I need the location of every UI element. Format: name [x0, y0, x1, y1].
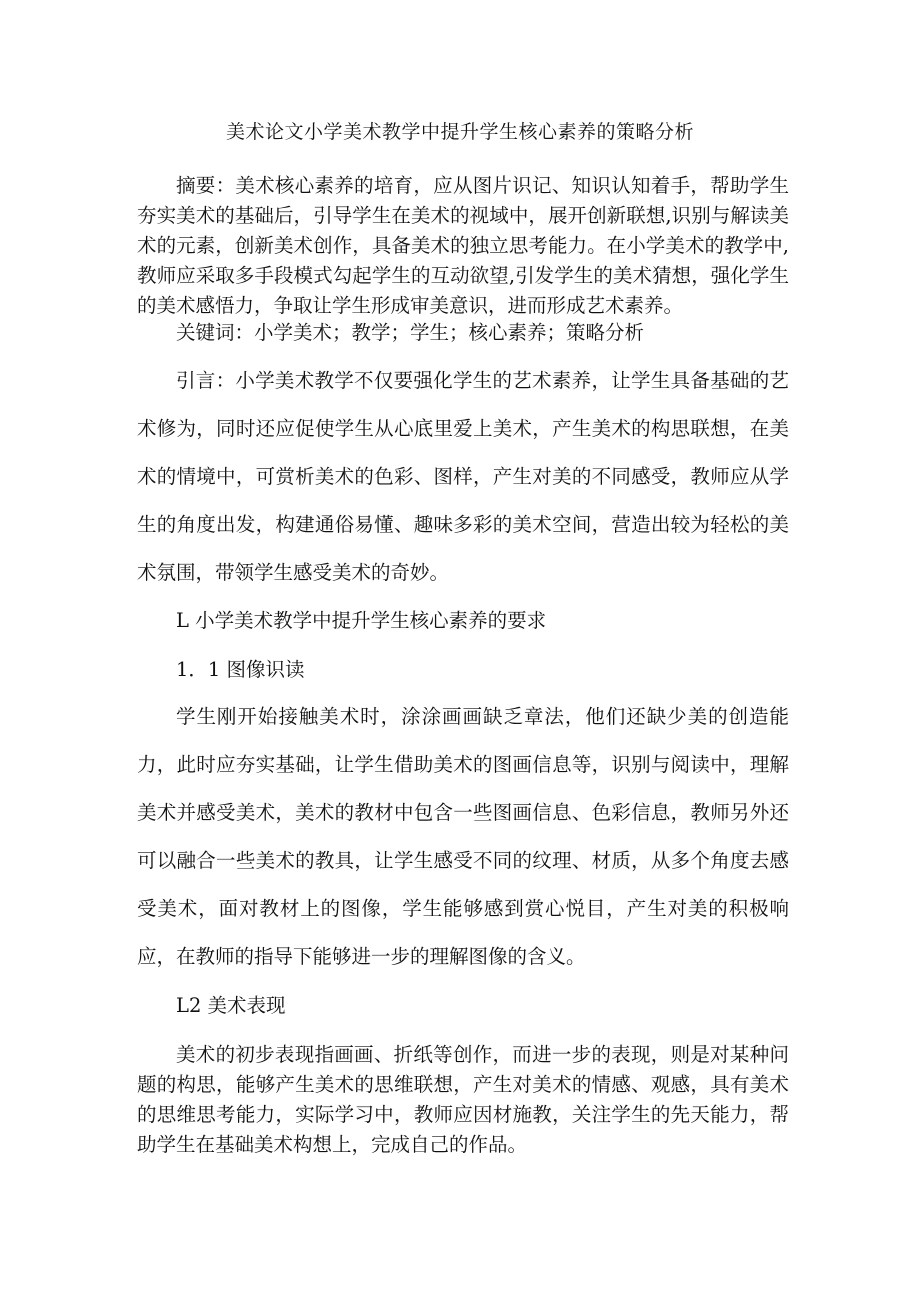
section-1-1-heading: 1．1 图像识读: [176, 658, 305, 681]
abstract-paragraph: 摘要：美术核心素养的培育，应从图片识记、知识认知着手，帮助学生夯实美术的基础后，引导学生在美术的视域中，展开创新联想,识别与解读美术的元素，创新美术创作，具备美术的独立思考能力。在小学美术的教学中,教师应采取多手段模式勾起学生的互动欲望,引发学生的美术猜想，强化学生的美术感悟力，争取让学生形成审美意识，进而形成艺术素养。: [137, 174, 789, 317]
keywords-paragraph: 关键词：小学美术；教学；学生；核心素养；策略分析: [176, 321, 645, 344]
section-1-heading: L 小学美术教学中提升学生核心素养的要求: [176, 609, 547, 632]
section-1-2-heading: L2 美术表现: [176, 994, 286, 1017]
section-1-2-body: 美术的初步表现指画画、折纸等创作，而进一步的表现，则是对某种问题的构思，能够产生美术的思维联想，产生对美术的情感、观感，具有美术的思维思考能力，实际学习中，教师应因材施教，关注学生的先天能力，帮助学生在基础美术构想上，完成自己的作品。: [137, 1043, 789, 1156]
introduction-paragraph: 引言：小学美术教学不仅要强化学生的艺术素养，让学生具备基础的艺术修为，同时还应促使学生从心底里爱上美术，产生美术的构思联想，在美术的情境中，可赏析美术的色彩、图样，产生对美的不同感受，教师应从学生的角度出发，构建通俗易懂、趣味多彩的美术空间，营造出较为轻松的美术氛围，带领学生感受美术的奇妙。: [137, 369, 789, 584]
section-1-1-body: 学生刚开始接触美术时，涂涂画画缺乏章法，他们还缺少美的创造能力，此时应夯实基础，让学生借助美术的图画信息等，识别与阅读中，理解美术并感受美术，美术的教材中包含一些图画信息、色彩信息，教师另外还可以融合一些美术的教具，让学生感受不同的纹理、材质，从多个角度去感受美术，面对教材上的图像，学生能够感到赏心悦目，产生对美的积极响应，在教师的指导下能够进一步的理解图像的含义。: [137, 705, 789, 968]
document-title: 美术论文小学美术教学中提升学生核心素养的策略分析: [225, 121, 694, 143]
